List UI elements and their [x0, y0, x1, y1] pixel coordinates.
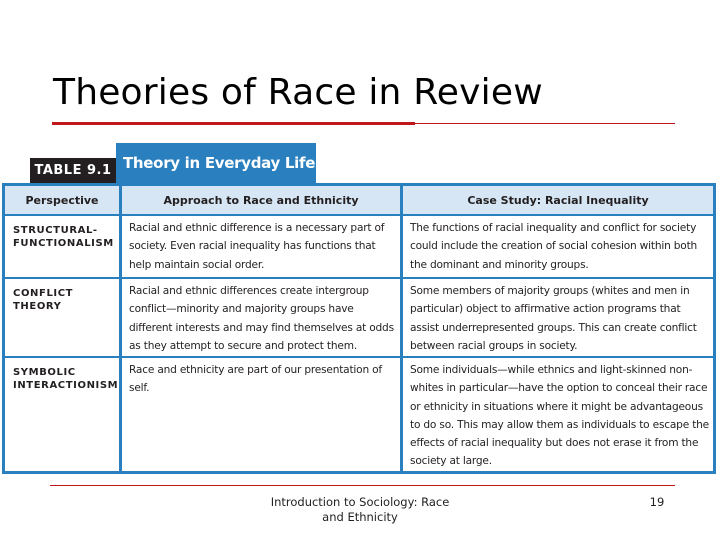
row-perspective-structural: STRUCTURAL-FUNCTIONALISM — [5, 216, 119, 277]
title-underline-red — [52, 122, 415, 125]
row-perspective-symbolic: SYMBOLIC INTERACTIONISM — [5, 358, 119, 471]
row-approach-structural: Racial and ethnic difference is a necessary part of society. Even racial inequality has functions that help maintain social order. — [122, 216, 400, 277]
row-case-structural: The functions of racial inequality and conflict for society could include the creation of social cohesion within both the dominant and minority groups. — [403, 216, 713, 277]
footer-course-title: Introduction to Sociology: Race and Ethnicity — [270, 495, 450, 524]
table-title: Theory in Everyday Life — [116, 143, 316, 184]
footer-rule — [50, 485, 675, 486]
header-approach: Approach to Race and Ethnicity — [122, 186, 400, 214]
header-perspective: Perspective — [5, 186, 119, 214]
row-approach-symbolic: Race and ethnicity are part of our presentation of self. — [122, 358, 400, 471]
title-underline-thin — [415, 123, 675, 124]
row-case-conflict: Some members of majority groups (whites and men in particular) object to affirmative action programs that assist underrepresented groups. This can create conflict between racial groups in society. — [403, 279, 713, 356]
table-number-label: TABLE 9.1 — [30, 158, 116, 184]
page-number: 19 — [649, 495, 665, 509]
theory-table — [2, 183, 716, 474]
row-case-symbolic: Some individuals—while ethnics and light-skinned non-whites in particular—have the option to conceal their race or ethnicity in situations where it might be advantageous to do so. This may allow them as individuals to escape the effects of racial inequality but does not erase it from the society at large. — [403, 358, 713, 471]
row-perspective-conflict: CONFLICT THEORY — [5, 279, 119, 356]
row-approach-conflict: Racial and ethnic differences create intergroup conflict—minority and majority groups have different interests and may find themselves at odds as they attempt to secure and protect them. — [122, 279, 400, 356]
slide-title: Theories of Race in Review — [53, 72, 543, 113]
header-case-study: Case Study: Racial Inequality — [403, 186, 713, 214]
